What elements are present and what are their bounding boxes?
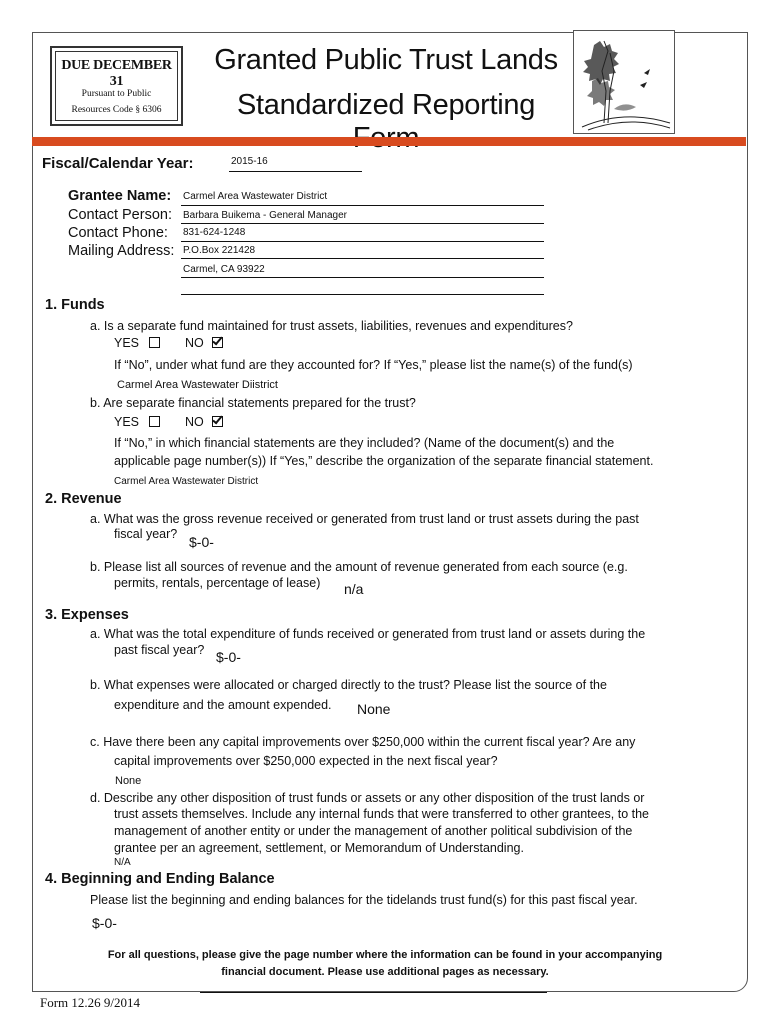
mailing-address-label: Mailing Address: bbox=[68, 243, 175, 259]
expenses-a-answer[interactable]: $-0- bbox=[216, 649, 241, 665]
mailing-address-line-1-field[interactable]: P.O.Box 221428 bbox=[183, 245, 256, 256]
contact-person-label: Contact Person: bbox=[68, 207, 172, 223]
funds-a-followup: If “No”, under what fund are they accounted for? If “Yes,” please list the name(s) of the fund(s) bbox=[114, 358, 633, 372]
due-date-statute bbox=[56, 86, 177, 118]
due-date-title: DUE DECEMBER 31 bbox=[61, 58, 172, 89]
funds-a-no-checkbox[interactable] bbox=[212, 337, 223, 348]
funds-a-answer[interactable]: Carmel Area Wastewater Diistrict bbox=[117, 379, 278, 391]
funds-b-followup-1: If “No,” in which financial statements are they included? (Name of the document(s) and the bbox=[114, 436, 615, 450]
expenses-question-d-4: grantee per an agreement, settlement, or Memorandum of Understanding. bbox=[114, 841, 524, 855]
funds-b-no-checkbox[interactable] bbox=[212, 416, 223, 427]
mailing-address-underline-3 bbox=[181, 294, 544, 295]
footer-instructions-line-2: financial document. Please use additional pages as necessary. bbox=[221, 966, 549, 978]
balance-question: Please list the beginning and ending balances for the tidelands trust fund(s) for this past fiscal year. bbox=[90, 893, 638, 907]
form-title-line-1: Granted Public Trust Lands bbox=[214, 44, 558, 76]
footer-instructions bbox=[40, 947, 730, 981]
grantee-name-field[interactable]: Carmel Area Wastewater District bbox=[183, 191, 328, 202]
expenses-question-d-3: management of another entity or under the management of another political subdivision of the bbox=[114, 824, 633, 838]
balance-answer[interactable]: $-0- bbox=[92, 915, 117, 931]
funds-b-followup-2: applicable page number(s)) If “Yes,” describe the organization of the separate financial statement. bbox=[114, 454, 654, 468]
section-expenses-heading: 3. Expenses bbox=[45, 607, 129, 623]
contact-person-field[interactable]: Barbara Buikema - General Manager bbox=[183, 210, 347, 221]
expenses-question-a-2: past fiscal year? bbox=[114, 643, 205, 657]
funds-a-yes-label: YES bbox=[114, 336, 140, 350]
funds-b-no-label: NO bbox=[185, 415, 204, 429]
funds-a-yes-checkbox[interactable] bbox=[149, 337, 160, 348]
funds-b-yes-label: YES bbox=[114, 415, 140, 429]
funds-b-answer[interactable]: Carmel Area Wastewater District bbox=[114, 476, 259, 487]
revenue-question-b-2: permits, rentals, percentage of lease) bbox=[114, 576, 321, 590]
tree-bird-logo-icon bbox=[574, 31, 674, 133]
signature-line bbox=[200, 992, 547, 993]
mailing-address-line-2-field[interactable]: Carmel, CA 93922 bbox=[183, 264, 265, 275]
form-title-line-2: Standardized Reporting bbox=[236, 89, 536, 121]
contact-person-underline bbox=[181, 223, 544, 224]
expenses-d-answer[interactable]: N/A bbox=[114, 857, 131, 868]
section-funds-heading: 1. Funds bbox=[45, 297, 105, 313]
funds-b-no-option[interactable] bbox=[185, 413, 223, 431]
fiscal-year-label: Fiscal/Calendar Year: bbox=[42, 155, 194, 172]
revenue-question-a-1: a. What was the gross revenue received or generated from trust land or trust assets during the past bbox=[90, 512, 639, 526]
expenses-question-b-2: expenditure and the amount expended. bbox=[114, 698, 332, 712]
footer-instructions-line-1: For all questions, please give the page number where the information can be found in your accompanying bbox=[107, 949, 663, 961]
expenses-question-c-2: capital improvements over $250,000 expected in the next fiscal year? bbox=[114, 754, 498, 768]
revenue-b-answer[interactable]: n/a bbox=[344, 581, 364, 597]
expenses-question-a-1: a. What was the total expenditure of funds received or generated from trust land or assets during the bbox=[90, 627, 646, 641]
expenses-c-answer[interactable]: None bbox=[115, 775, 142, 787]
funds-b-yes-checkbox[interactable] bbox=[149, 416, 160, 427]
contact-phone-field[interactable]: 831-624-1248 bbox=[183, 227, 246, 238]
grantee-name-underline bbox=[181, 205, 544, 206]
expenses-question-d-2: trust assets themselves. Include any internal funds that were transferred to other grantees, to the bbox=[114, 807, 650, 821]
statute-line-1: Pursuant to Public bbox=[81, 89, 152, 99]
revenue-question-b-1: b. Please list all sources of revenue and the amount of revenue generated from each source (e.g. bbox=[90, 560, 628, 574]
due-date-box bbox=[50, 46, 183, 126]
contact-phone-label: Contact Phone: bbox=[68, 225, 168, 241]
funds-a-no-label: NO bbox=[185, 336, 204, 350]
funds-question-a: a. Is a separate fund maintained for trust assets, liabilities, revenues and expenditures? bbox=[90, 319, 573, 333]
header-accent-bar bbox=[32, 137, 746, 146]
funds-b-yes-option[interactable] bbox=[114, 413, 160, 431]
funds-a-no-option[interactable] bbox=[185, 334, 223, 352]
expenses-question-d-1: d. Describe any other disposition of trust funds or assets or any other disposition of the trust lands or bbox=[90, 791, 645, 805]
section-balance-heading: 4. Beginning and Ending Balance bbox=[45, 871, 275, 887]
section-revenue-heading: 2. Revenue bbox=[45, 491, 122, 507]
state-lands-logo bbox=[573, 30, 675, 134]
expenses-question-c-1: c. Have there been any capital improvements over $250,000 within the current fiscal year? Are any bbox=[90, 735, 636, 749]
mailing-address-underline-1 bbox=[181, 258, 544, 259]
funds-a-yes-option[interactable] bbox=[114, 334, 160, 352]
fiscal-year-underline bbox=[229, 171, 362, 172]
expenses-question-b-1: b. What expenses were allocated or charged directly to the trust? Please list the source of the bbox=[90, 678, 607, 692]
revenue-question-a-2: fiscal year? bbox=[114, 527, 178, 541]
funds-question-b: b. Are separate financial statements prepared for the trust? bbox=[90, 396, 416, 410]
revenue-a-answer[interactable]: $-0- bbox=[189, 534, 214, 550]
mailing-address-underline-2 bbox=[181, 277, 544, 278]
form-id: Form 12.26 9/2014 bbox=[40, 995, 141, 1010]
expenses-b-answer[interactable]: None bbox=[357, 701, 391, 717]
due-date-inner bbox=[55, 51, 178, 121]
statute-line-2: Resources Code § 6306 bbox=[71, 105, 162, 115]
grantee-name-label: Grantee Name: bbox=[68, 188, 172, 204]
contact-phone-underline bbox=[181, 241, 544, 242]
fiscal-year-field[interactable]: 2015-16 bbox=[231, 156, 268, 167]
